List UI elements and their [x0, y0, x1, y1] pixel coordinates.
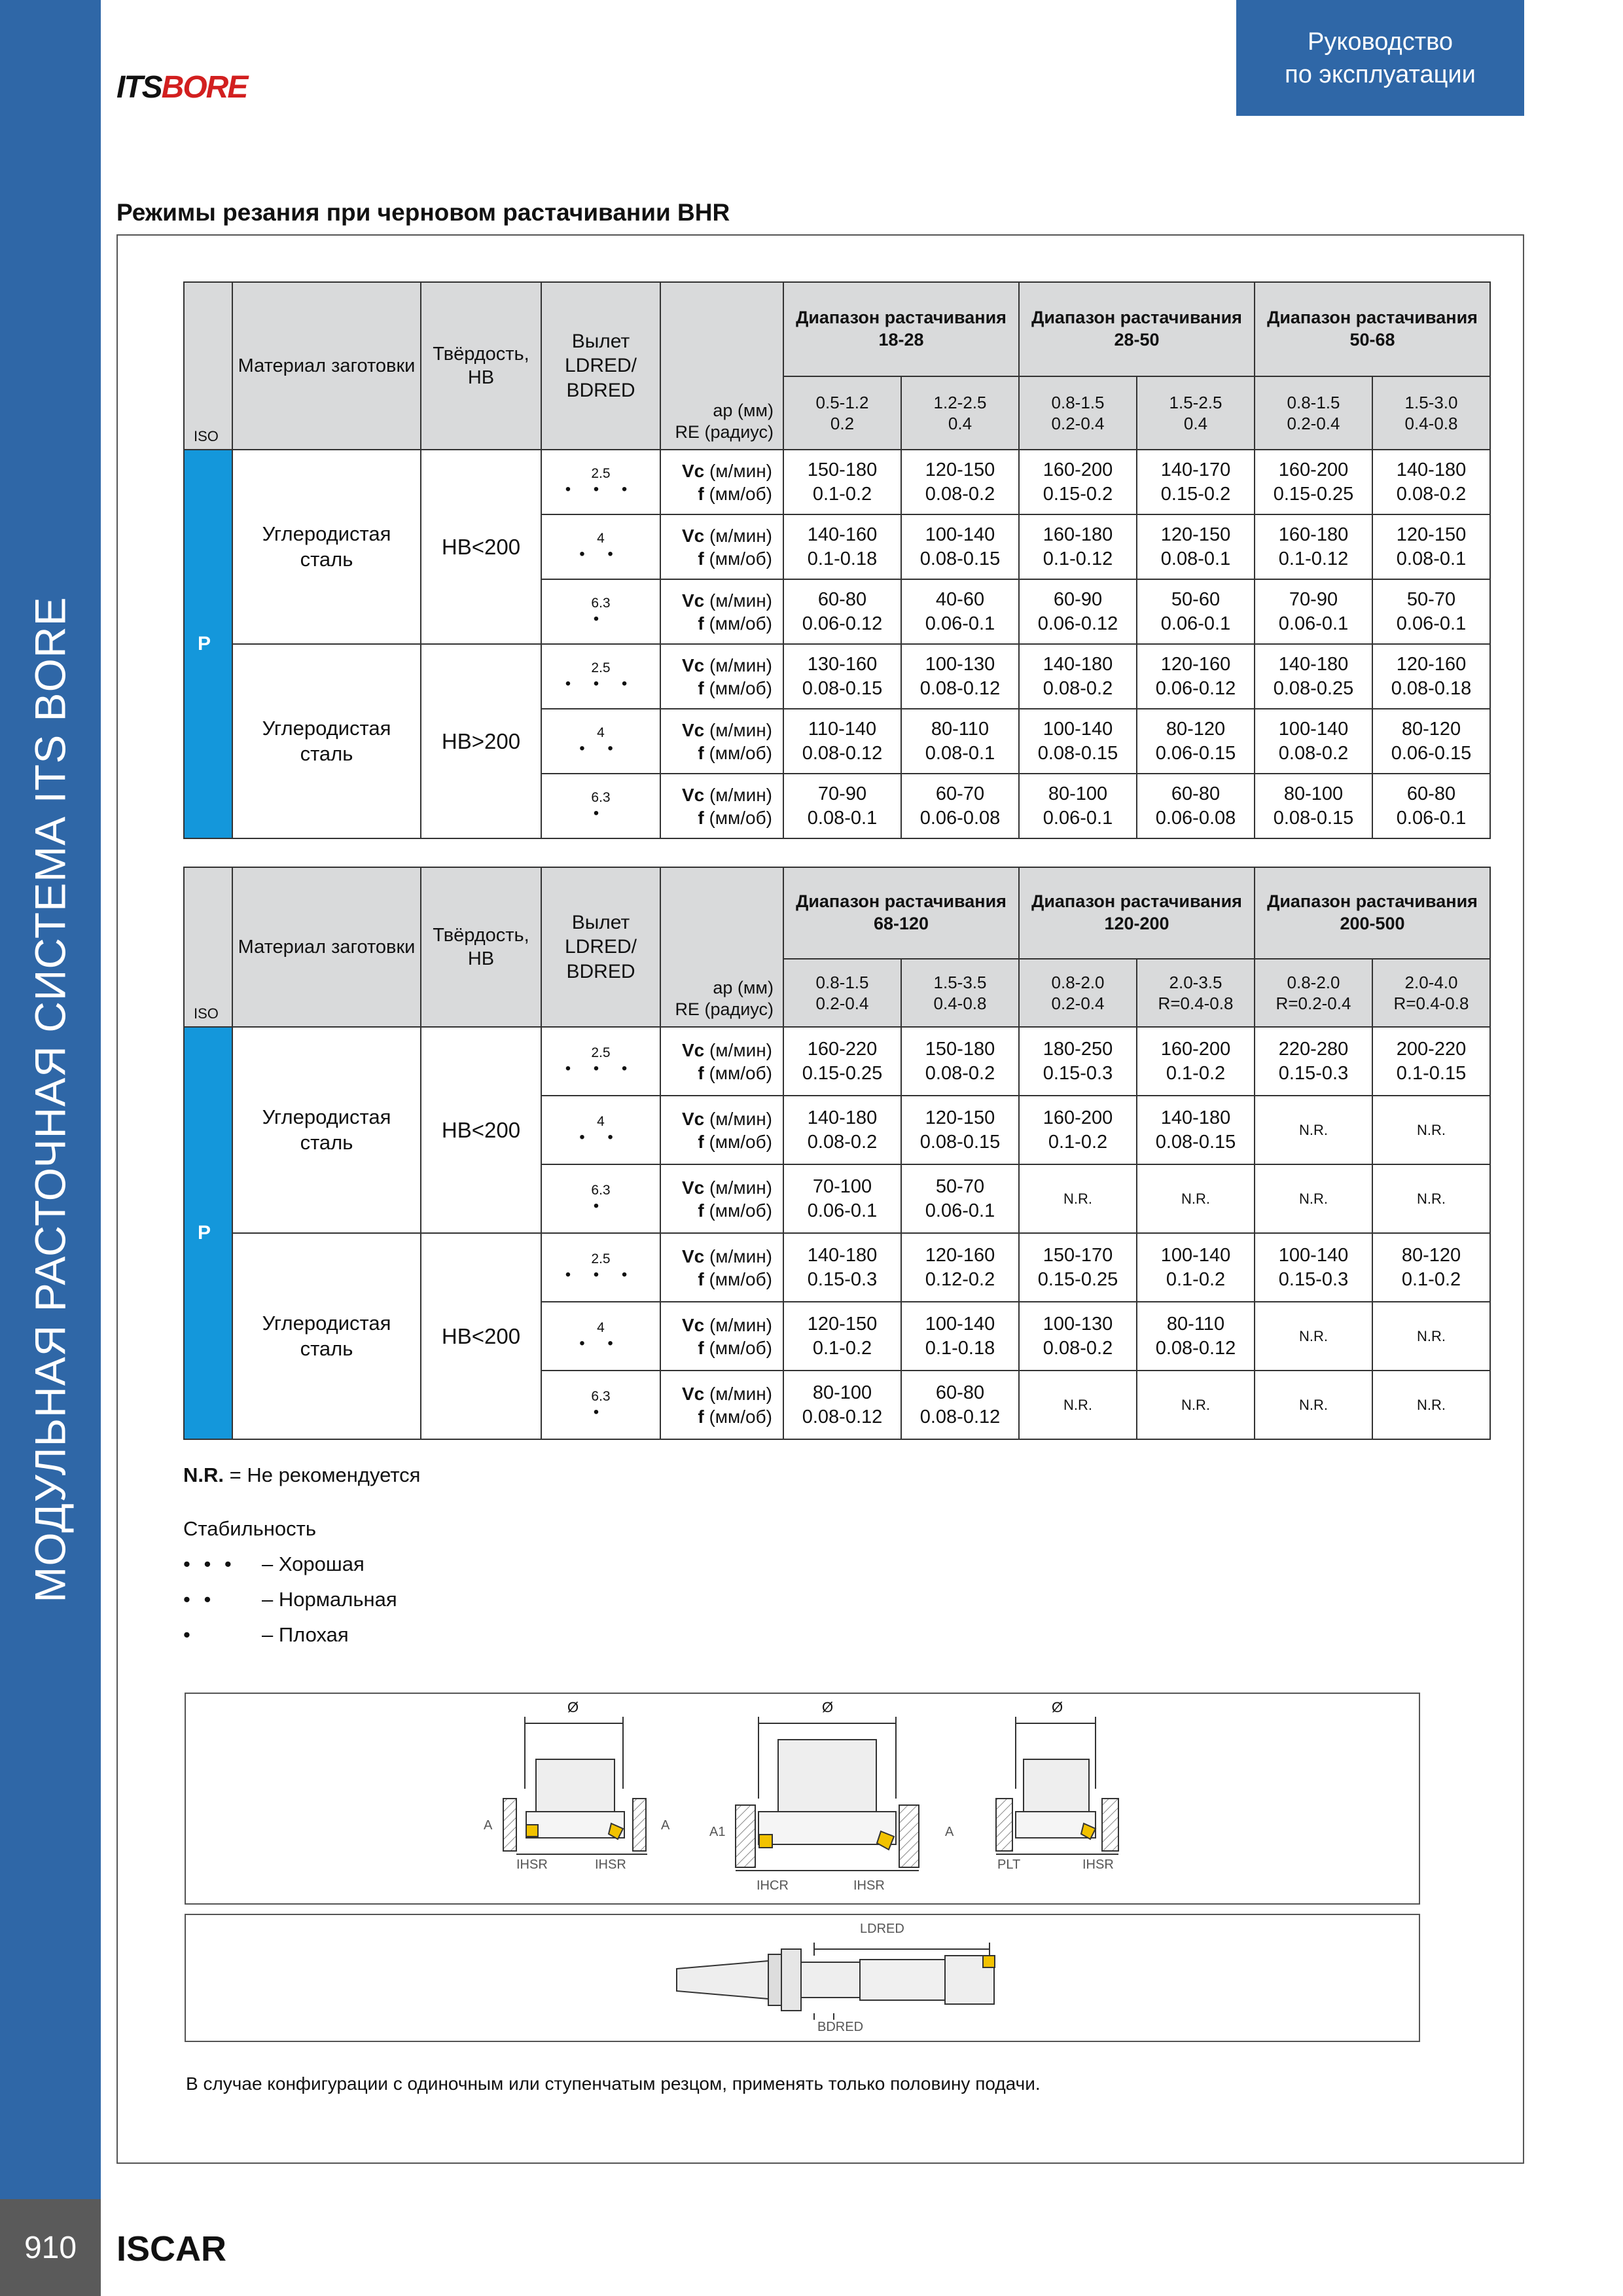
- not-recommended-cell: N.R.: [1137, 1371, 1255, 1439]
- vertical-title: МОДУЛЬНАЯ РАСТОЧНАЯ СИСТЕМА ITS BORE: [26, 596, 75, 1603]
- ap-re-cell: 2.0-3.5 R=0.4-0.8: [1137, 959, 1255, 1027]
- cutting-data-cell: 80-100 0.08-0.15: [1255, 774, 1372, 838]
- stability-good: • • • – Хорошая: [183, 1552, 365, 1575]
- tool-assembly-svg: [186, 1915, 1421, 2043]
- not-recommended-cell: N.R.: [1137, 1164, 1255, 1233]
- stability-dots: • •: [579, 1128, 622, 1146]
- not-recommended-cell: N.R.: [1019, 1371, 1137, 1439]
- cutting-data-cell: 160-200 0.1-0.2: [1137, 1027, 1255, 1096]
- cutting-data-cell: 100-130 0.08-0.2: [1019, 1302, 1137, 1371]
- manual-line-1: Руководство: [1307, 27, 1454, 56]
- ap-re-header: ap (мм) RE (радиус): [660, 282, 783, 450]
- overhang-cell: 4 • •: [541, 1096, 660, 1164]
- overhang-cell: 4 • •: [541, 709, 660, 774]
- ap-re-header: ap (мм) RE (радиус): [660, 867, 783, 1027]
- double-cutter-config: [736, 1717, 919, 1871]
- cutting-data-cell: 100-140 0.1-0.2: [1137, 1233, 1255, 1302]
- cutting-data-cell: 160-200 0.1-0.2: [1019, 1096, 1137, 1164]
- section-title: Режимы резания при черновом растачивании BHR: [116, 199, 730, 226]
- a-label-2: A: [661, 1818, 670, 1833]
- hardness-value: HB<200: [421, 1027, 541, 1233]
- vc-f-label: Vc (м/мин) f (мм/об): [660, 450, 783, 514]
- overhang-header: Вылет LDRED/ BDRED: [541, 282, 660, 450]
- half-feed-note: В случае конфигурации с одиночным или ступенчатым резцом, применять только половину подачи.: [186, 2073, 1041, 2094]
- not-recommended-cell: N.R.: [1372, 1302, 1490, 1371]
- stability-poor: • – Плохая: [183, 1623, 349, 1646]
- cutting-data-cell: 50-70 0.06-0.1: [901, 1164, 1019, 1233]
- cutting-data-cell: 100-140 0.1-0.18: [901, 1302, 1019, 1371]
- cutting-data-cell: 220-280 0.15-0.3: [1255, 1027, 1372, 1096]
- ap-re-cell: 0.8-2.0 R=0.2-0.4: [1255, 959, 1372, 1027]
- ap-re-cell: 1.5-3.5 0.4-0.8: [901, 959, 1019, 1027]
- cutting-data-cell: 130-160 0.08-0.15: [783, 644, 901, 709]
- a-label-3: A: [945, 1825, 954, 1839]
- nr-legend: N.R. = Не рекомендуется: [183, 1463, 421, 1486]
- cutting-data-cell: 150-170 0.15-0.25: [1019, 1233, 1137, 1302]
- cutting-data-cell: 70-90 0.08-0.1: [783, 774, 901, 838]
- ap-re-cell: 1.5-3.0 0.4-0.8: [1372, 376, 1490, 450]
- cutting-data-cell: 60-80 0.06-0.12: [783, 579, 901, 644]
- cutting-data-cell: 110-140 0.08-0.12: [783, 709, 901, 774]
- vc-f-label: Vc (м/мин) f (мм/об): [660, 644, 783, 709]
- cutting-data-cell: 60-90 0.06-0.12: [1019, 579, 1137, 644]
- stability-title: Стабильность: [183, 1517, 316, 1540]
- ap-re-cell: 1.5-2.5 0.4: [1137, 376, 1255, 450]
- overhang-cell: 6.3 •: [541, 774, 660, 838]
- hardness-header: Твёрдость, HB: [421, 282, 541, 450]
- cutting-data-cell: 80-100 0.08-0.12: [783, 1371, 901, 1439]
- ldred-label: LDRED: [860, 1922, 904, 1936]
- cutting-data-cell: 60-70 0.06-0.08: [901, 774, 1019, 838]
- cutting-data-cell: 200-220 0.1-0.15: [1372, 1027, 1490, 1096]
- stability-dots: •: [593, 804, 609, 822]
- overhang-cell: 2.5 • • •: [541, 1233, 660, 1302]
- ihsr-label-1: IHSR: [516, 1857, 548, 1872]
- vc-f-label: Vc (м/мин) f (мм/об): [660, 1027, 783, 1096]
- ap-re-cell: 0.8-1.5 0.2-0.4: [783, 959, 901, 1027]
- tool-assembly-diagram: [185, 1914, 1420, 2042]
- cutting-data-cell: 140-180 0.15-0.3: [783, 1233, 901, 1302]
- hardness-header: Твёрдость, HB: [421, 867, 541, 1027]
- a1-label: A1: [709, 1825, 726, 1839]
- stability-dots: • • •: [565, 674, 637, 692]
- stability-dots: •: [593, 1196, 609, 1215]
- cutting-data-cell: 120-150 0.08-0.2: [901, 450, 1019, 514]
- range-header: Диапазон растачивания 28-50: [1019, 282, 1255, 376]
- cutting-data-cell: 120-160 0.06-0.12: [1137, 644, 1255, 709]
- a-label-1: A: [484, 1818, 493, 1833]
- range-header: Диапазон растачивания 50-68: [1255, 282, 1490, 376]
- not-recommended-cell: N.R.: [1019, 1164, 1137, 1233]
- material-name: Углеродистая сталь: [232, 1027, 421, 1233]
- cutting-data-cell: 160-220 0.15-0.25: [783, 1027, 901, 1096]
- hardness-value: HB>200: [421, 644, 541, 838]
- cutting-data-cell: 80-110 0.08-0.1: [901, 709, 1019, 774]
- cutting-data-cell: 60-80 0.08-0.12: [901, 1371, 1019, 1439]
- diameter-label-3: Ø: [1052, 1699, 1063, 1715]
- itsbore-logo: ITSBORE: [116, 70, 247, 105]
- diameter-label-1: Ø: [567, 1699, 579, 1715]
- not-recommended-cell: N.R.: [1372, 1096, 1490, 1164]
- cutting-data-cell: 100-140 0.08-0.15: [901, 514, 1019, 579]
- cutting-data-cell: 140-180 0.08-0.25: [1255, 644, 1372, 709]
- material-name: Углеродистая сталь: [232, 450, 421, 644]
- cutting-data-cell: 120-150 0.08-0.1: [1372, 514, 1490, 579]
- cutting-data-cell: 160-180 0.1-0.12: [1255, 514, 1372, 579]
- not-recommended-cell: N.R.: [1372, 1371, 1490, 1439]
- overhang-cell: 6.3 •: [541, 1371, 660, 1439]
- not-recommended-cell: N.R.: [1255, 1164, 1372, 1233]
- boring-configurations-diagram: [185, 1693, 1420, 1905]
- stability-dots: •: [593, 609, 609, 628]
- cutting-data-cell: 120-150 0.08-0.15: [901, 1096, 1019, 1164]
- overhang-cell: 2.5 • • •: [541, 450, 660, 514]
- stepped-cutter-config: [996, 1717, 1118, 1854]
- cutting-data-cell: 100-140 0.08-0.2: [1255, 709, 1372, 774]
- ihsr-label-2: IHSR: [595, 1857, 626, 1872]
- stability-dots: • •: [579, 1334, 622, 1352]
- cutting-data-cell: 180-250 0.15-0.3: [1019, 1027, 1137, 1096]
- vc-f-label: Vc (м/мин) f (мм/об): [660, 1233, 783, 1302]
- cutting-data-cell: 80-120 0.06-0.15: [1372, 709, 1490, 774]
- cutting-data-cell: 50-60 0.06-0.1: [1137, 579, 1255, 644]
- cutting-data-cell: 140-180 0.08-0.2: [1019, 644, 1137, 709]
- cutting-data-cell: 40-60 0.06-0.1: [901, 579, 1019, 644]
- stability-dots: • • •: [565, 1059, 637, 1077]
- ap-re-cell: 1.2-2.5 0.4: [901, 376, 1019, 450]
- cutting-data-cell: 80-120 0.06-0.15: [1137, 709, 1255, 774]
- cutting-table-1: [183, 281, 1491, 839]
- cutting-data-cell: 140-180 0.08-0.15: [1137, 1096, 1255, 1164]
- vc-f-label: Vc (м/мин) f (мм/об): [660, 774, 783, 838]
- manual-line-2: по эксплуатации: [1285, 60, 1476, 88]
- ihcr-label: IHCR: [757, 1878, 789, 1893]
- not-recommended-cell: N.R.: [1255, 1302, 1372, 1371]
- material-header: Материал заготовки: [232, 282, 421, 450]
- cutting-data-cell: 50-70 0.06-0.1: [1372, 579, 1490, 644]
- single-cutter-config: [503, 1717, 647, 1854]
- cutting-data-cell: 120-160 0.12-0.2: [901, 1233, 1019, 1302]
- hardness-value: HB<200: [421, 1233, 541, 1439]
- cutting-data-cell: 80-100 0.06-0.1: [1019, 774, 1137, 838]
- ap-re-cell: 0.8-1.5 0.2-0.4: [1019, 376, 1137, 450]
- hardness-value: HB<200: [421, 450, 541, 644]
- range-header: Диапазон растачивания 68-120: [783, 867, 1019, 959]
- sidebar: [0, 0, 101, 2296]
- cutting-data-cell: 80-110 0.08-0.12: [1137, 1302, 1255, 1371]
- vc-f-label: Vc (м/мин) f (мм/об): [660, 1164, 783, 1233]
- iso-header: ISO: [184, 282, 232, 450]
- stability-dots: • • •: [565, 480, 637, 498]
- stability-dots: • •: [579, 545, 622, 563]
- cutting-data-cell: 120-150 0.1-0.2: [783, 1302, 901, 1371]
- stability-dots: • • •: [565, 1265, 637, 1283]
- not-recommended-cell: N.R.: [1255, 1371, 1372, 1439]
- overhang-cell: 2.5 • • •: [541, 1027, 660, 1096]
- boring-configurations-svg: [186, 1694, 1421, 1906]
- page-number: 910: [0, 2199, 101, 2296]
- stability-normal: • • – Нормальная: [183, 1588, 397, 1611]
- ap-re-cell: 0.8-2.0 0.2-0.4: [1019, 959, 1137, 1027]
- cutting-data-cell: 100-140 0.08-0.15: [1019, 709, 1137, 774]
- manual-badge: [1236, 0, 1524, 116]
- cutting-data-cell: 140-160 0.1-0.18: [783, 514, 901, 579]
- overhang-cell: 4 • •: [541, 514, 660, 579]
- iso-header: ISO: [184, 867, 232, 1027]
- ap-re-cell: 2.0-4.0 R=0.4-0.8: [1372, 959, 1490, 1027]
- diameter-label-2: Ø: [822, 1699, 834, 1715]
- ap-re-cell: 0.8-1.5 0.2-0.4: [1255, 376, 1372, 450]
- cutting-data-cell: 140-170 0.15-0.2: [1137, 450, 1255, 514]
- cutting-table-2: [183, 867, 1491, 1440]
- ihsr-label-4: IHSR: [1082, 1857, 1114, 1872]
- cutting-data-cell: 140-180 0.08-0.2: [1372, 450, 1490, 514]
- cutting-data-cell: 150-180 0.08-0.2: [901, 1027, 1019, 1096]
- vc-f-label: Vc (м/мин) f (мм/об): [660, 1302, 783, 1371]
- iscar-brand: ISCAR: [116, 2229, 227, 2269]
- bdred-label: BDRED: [817, 2020, 864, 2034]
- cutting-data-cell: 60-80 0.06-0.1: [1372, 774, 1490, 838]
- cutting-data-cell: 70-100 0.06-0.1: [783, 1164, 901, 1233]
- vc-f-label: Vc (м/мин) f (мм/об): [660, 514, 783, 579]
- overhang-header: Вылет LDRED/ BDRED: [541, 867, 660, 1027]
- vc-f-label: Vc (м/мин) f (мм/об): [660, 1371, 783, 1439]
- overhang-cell: 2.5 • • •: [541, 644, 660, 709]
- cutting-data-cell: 100-140 0.15-0.3: [1255, 1233, 1372, 1302]
- cutting-data-cell: 80-120 0.1-0.2: [1372, 1233, 1490, 1302]
- stability-dots: •: [593, 1403, 609, 1421]
- material-header: Материал заготовки: [232, 867, 421, 1027]
- range-header: Диапазон растачивания 120-200: [1019, 867, 1255, 959]
- cutting-data-cell: 160-180 0.1-0.12: [1019, 514, 1137, 579]
- cutting-data-cell: 60-80 0.06-0.08: [1137, 774, 1255, 838]
- range-header: Диапазон растачивания 200-500: [1255, 867, 1490, 959]
- range-header: Диапазон растачивания 18-28: [783, 282, 1019, 376]
- ihsr-label-3: IHSR: [853, 1878, 885, 1893]
- iso-group-p: P: [184, 450, 232, 838]
- material-name: Углеродистая сталь: [232, 1233, 421, 1439]
- cutting-data-cell: 160-200 0.15-0.2: [1019, 450, 1137, 514]
- overhang-cell: 6.3 •: [541, 579, 660, 644]
- stability-dots: • •: [579, 739, 622, 757]
- cutting-data-cell: 120-160 0.08-0.18: [1372, 644, 1490, 709]
- overhang-cell: 4 • •: [541, 1302, 660, 1371]
- not-recommended-cell: N.R.: [1372, 1164, 1490, 1233]
- cutting-data-cell: 150-180 0.1-0.2: [783, 450, 901, 514]
- plt-label: PLT: [997, 1857, 1021, 1872]
- cutting-data-cell: 70-90 0.06-0.1: [1255, 579, 1372, 644]
- material-name: Углеродистая сталь: [232, 644, 421, 838]
- cutting-data-cell: 120-150 0.08-0.1: [1137, 514, 1255, 579]
- cutting-data-cell: 160-200 0.15-0.25: [1255, 450, 1372, 514]
- cutting-data-cell: 140-180 0.08-0.2: [783, 1096, 901, 1164]
- iso-group-p: P: [184, 1027, 232, 1439]
- overhang-cell: 6.3 •: [541, 1164, 660, 1233]
- cutting-data-cell: 100-130 0.08-0.12: [901, 644, 1019, 709]
- vc-f-label: Vc (м/мин) f (мм/об): [660, 1096, 783, 1164]
- vc-f-label: Vc (м/мин) f (мм/об): [660, 579, 783, 644]
- ap-re-cell: 0.5-1.2 0.2: [783, 376, 901, 450]
- not-recommended-cell: N.R.: [1255, 1096, 1372, 1164]
- vc-f-label: Vc (м/мин) f (мм/об): [660, 709, 783, 774]
